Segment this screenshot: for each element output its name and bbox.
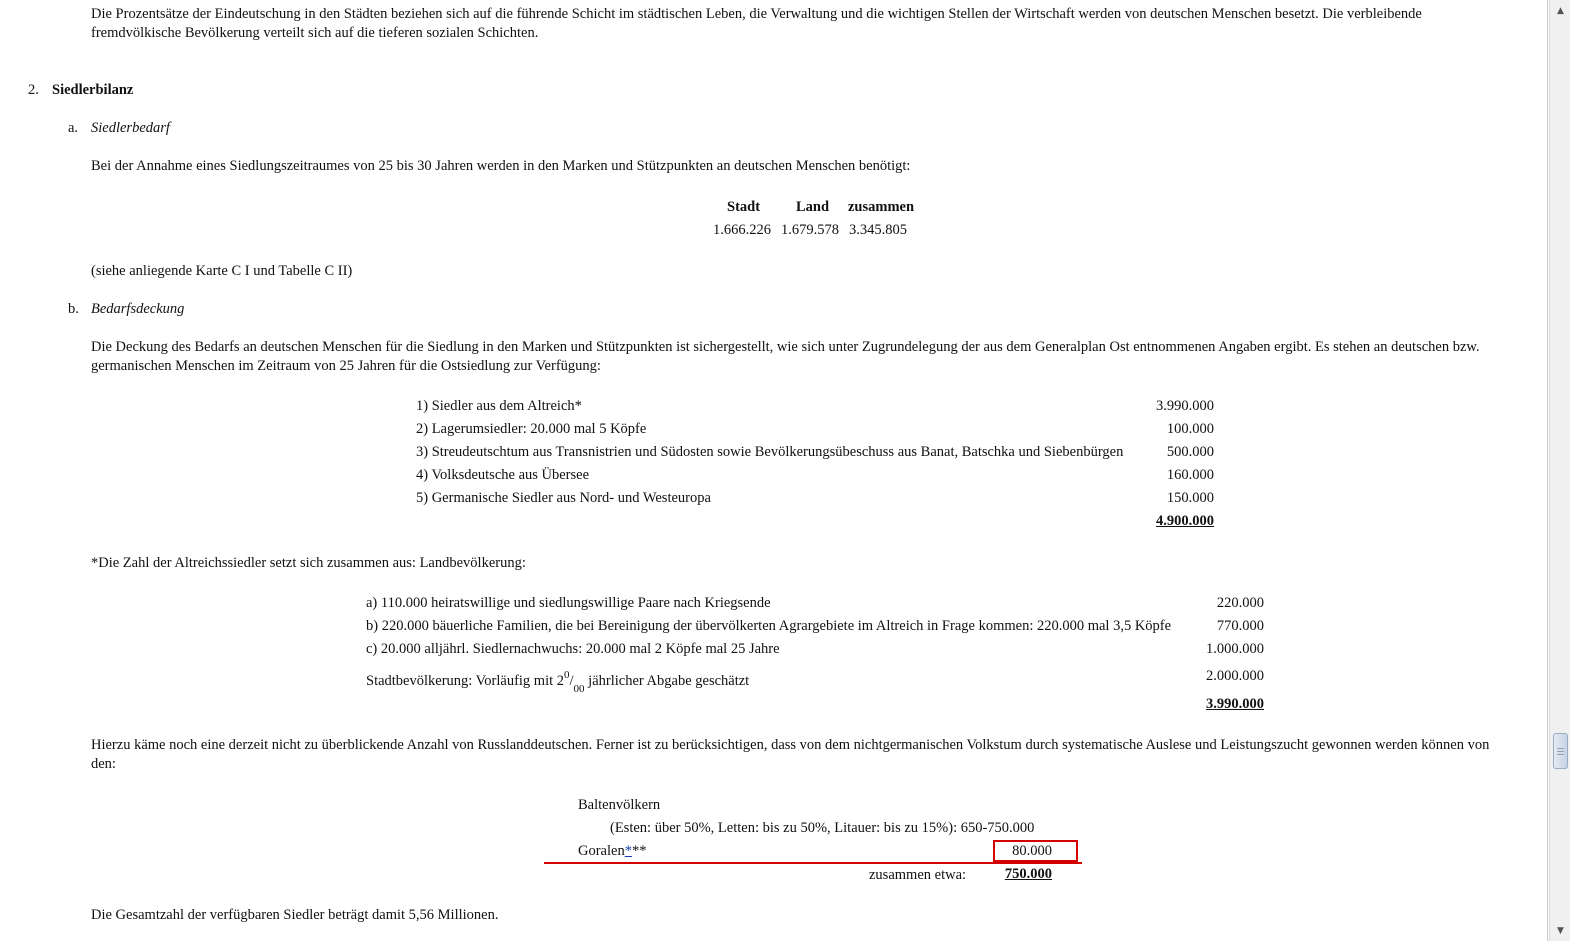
intro-line-1: Die Prozentsätze der Eindeutschung in den Städten beziehen sich auf die führende Schicht im städtischen Leben, die Verwaltung und die wichtigen Stellen der Wirtschaft werden von deutschen Menschen besetzt. Die verbleibende [91, 6, 1422, 22]
gesamtzahl-text: Die Gesamtzahl der verfügbaren Siedler beträgt damit 5,56 Millionen. [91, 907, 499, 923]
altreich-row-label: c) 20.000 alljährl. Siedlernachwuchs: 20.000 mal 2 Köpfe mal 25 Jahre [366, 641, 780, 657]
supply-row-label: 3) Streudeutschtum aus Transnistrien und Südosten sowie Bevölkerungsübeschuss aus Banat, Batschka und Siebenbürgen [416, 444, 1124, 460]
altreich-note: *Die Zahl der Altreichssiedler setzt sich zusammen aus: Landbevölkerung: [91, 555, 526, 571]
goralen-label: Goralen*** [578, 843, 647, 859]
altreich-total: 3.990.000 [1206, 696, 1264, 712]
supply-row-value: 500.000 [1166, 444, 1214, 460]
bedarf-value-land: 1.679.578 [781, 222, 839, 238]
altreich-row-value: 220.000 [1216, 595, 1264, 611]
balten-detail: (Esten: über 50%, Letten: bis zu 50%, Litauer: bis zu 15%): 650-750.000 [610, 820, 1035, 836]
bedarf-header-zusammen: zusammen [848, 199, 915, 215]
subsection-b-letter: b. [68, 301, 79, 317]
intro-line-2: fremdvölkische Bevölkerung verteilt sich auf die tieferen sozialen Schichten. [91, 25, 539, 41]
supply-row-value: 150.000 [1166, 490, 1214, 506]
subsection-a-letter: a. [68, 120, 79, 136]
section-number: 2. [28, 82, 39, 98]
altreich-row-label: b) 220.000 bäuerliche Familien, die bei Bereinigung der übervölkerten Agrargebiete im Altreich in Frage kommen: 220.000 mal 3,5 Köpfe [366, 618, 1172, 634]
supply-total: 4.900.000 [1156, 513, 1214, 529]
supply-row-label: 1) Siedler aus dem Altreich* [416, 398, 582, 414]
zusammen-value: 750.000 [1004, 866, 1052, 882]
subsection-a-title: Siedlerbedarf [91, 120, 170, 136]
russland-text-2: den: [91, 756, 116, 772]
stadt-row-label: Stadtbevölkerung: Vorläufig mit $2^0/_{00}$ jährlicher Abgabe geschätzt [366, 669, 750, 695]
siedlerbedarf-text: Bei der Annahme eines Siedlungszeitraumes von 25 bis 30 Jahren werden in den Marken und Stützpunkten an deutschen Menschen benötigt: [91, 158, 911, 174]
bedarfsdeckung-text-1: Die Deckung des Bedarfs an deutschen Menschen für die Siedlung in den Marken und Stützpunkten ist sichergestellt, wie sich unter Zugrundelegung der aus dem Generalplan Ost entnommenen Angaben ergibt. Es stehen an deutschen bzw. [91, 339, 1480, 355]
vertical-scrollbar[interactable] [1549, 0, 1570, 941]
supply-row-label: 2) Lagerumsiedler: 20.000 mal 5 Köpfe [416, 421, 647, 437]
altreich-row-value: 770.000 [1216, 618, 1264, 634]
highlight-underline [544, 862, 1082, 864]
scroll-up-icon[interactable]: ▲ [1557, 5, 1564, 16]
subsection-b-title: Bedarfsdeckung [91, 301, 185, 317]
scrollbar-thumb[interactable] [1553, 733, 1568, 769]
supply-row-value: 3.990.000 [1156, 398, 1214, 414]
goralen-value: 80.000 [1012, 843, 1052, 859]
supply-row-value: 100.000 [1166, 421, 1214, 437]
footnote-link[interactable]: * [624, 843, 632, 859]
stadt-row-value: 2.000.000 [1206, 668, 1264, 684]
supply-row-label: 5) Germanische Siedler aus Nord- und Westeuropa [416, 490, 711, 506]
scroll-down-icon[interactable]: ▼ [1557, 925, 1564, 936]
supply-row-label: 4) Volksdeutsche aus Übersee [416, 467, 590, 483]
balten-label: Baltenvölkern [578, 797, 661, 813]
zusammen-label: zusammen etwa: [869, 867, 967, 883]
altreich-row-label: a) 110.000 heiratswillige und siedlungswillige Paare nach Kriegsende [366, 595, 771, 611]
bedarf-header-land: Land [796, 199, 830, 215]
altreich-row-value: 1.000.000 [1206, 641, 1264, 657]
bedarf-value-stadt: 1.666.226 [713, 222, 771, 238]
bedarf-value-zusammen: 3.345.805 [849, 222, 907, 238]
bedarf-header-stadt: Stadt [727, 199, 761, 215]
russland-text-1: Hierzu käme noch eine derzeit nicht zu überblickende Anzahl von Russlanddeutschen. Ferner ist zu berücksichtigen, dass von dem nichtgermanischen Volkstum durch systematische Auslese und Leistungszucht gewonnen werden können von [91, 737, 1490, 753]
bedarfsdeckung-text-2: germanischen Menschen im Zeitraum von 25 Jahren für die Ostsiedlung zur Verfügung: [91, 358, 601, 374]
karte-note: (siehe anliegende Karte C I und Tabelle C II) [91, 263, 353, 279]
supply-row-value: 160.000 [1166, 467, 1214, 483]
highlight-box [993, 840, 1078, 862]
section-title: Siedlerbilanz [52, 82, 134, 98]
